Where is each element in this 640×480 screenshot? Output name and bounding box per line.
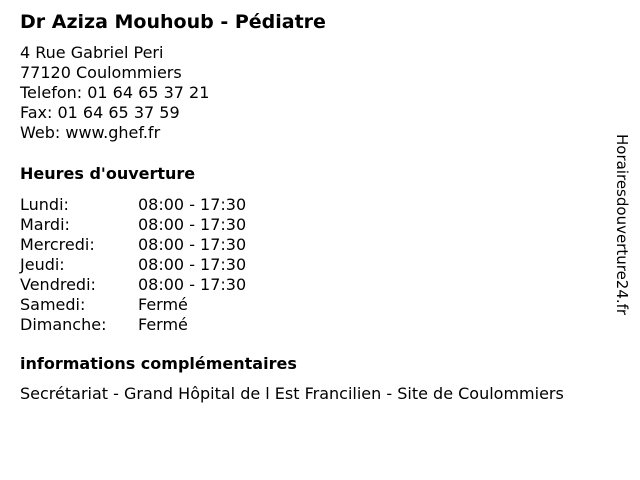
address-phone: Telefon: 01 64 65 37 21 [20, 83, 210, 102]
address-block [20, 43, 209, 143]
address-city: 77120 Coulommiers [20, 63, 182, 82]
hours-day: Mercredi: [20, 235, 95, 254]
hours-row-tuesday [20, 215, 300, 235]
info-text: Secrétariat - Grand Hôpital de l Est Francilien - Site de Coulommiers [20, 384, 564, 403]
address-fax: Fax: 01 64 65 37 59 [20, 103, 180, 122]
watermark-text: Horairesdouverture24.fr [613, 134, 631, 316]
hours-row-saturday [20, 295, 300, 315]
address-street: 4 Rue Gabriel Peri [20, 43, 164, 62]
hours-row-thursday [20, 255, 300, 275]
hours-day: Jeudi: [20, 255, 65, 274]
info-heading: informations complémentaires [20, 354, 297, 373]
hours-day: Mardi: [20, 215, 70, 234]
page-title: Dr Aziza Mouhoub - Pédiatre [20, 11, 326, 33]
hours-day: Samedi: [20, 295, 86, 314]
hours-row-friday [20, 275, 300, 295]
hours-time: 08:00 - 17:30 [138, 275, 247, 294]
hours-time: 08:00 - 17:30 [138, 255, 247, 274]
hours-row-sunday [20, 315, 300, 335]
opening-hours-table [20, 195, 300, 335]
hours-time: 08:00 - 17:30 [138, 235, 247, 254]
hours-day: Dimanche: [20, 315, 107, 334]
hours-day: Vendredi: [20, 275, 96, 294]
hours-time: Fermé [138, 315, 188, 334]
hours-time: 08:00 - 17:30 [138, 215, 247, 234]
hours-row-monday [20, 195, 300, 215]
hours-day: Lundi: [20, 195, 69, 214]
address-web: Web: www.ghef.fr [20, 123, 161, 142]
hours-row-wednesday [20, 235, 300, 255]
hours-heading: Heures d'ouverture [20, 164, 196, 183]
hours-time: Fermé [138, 295, 188, 314]
hours-time: 08:00 - 17:30 [138, 195, 247, 214]
